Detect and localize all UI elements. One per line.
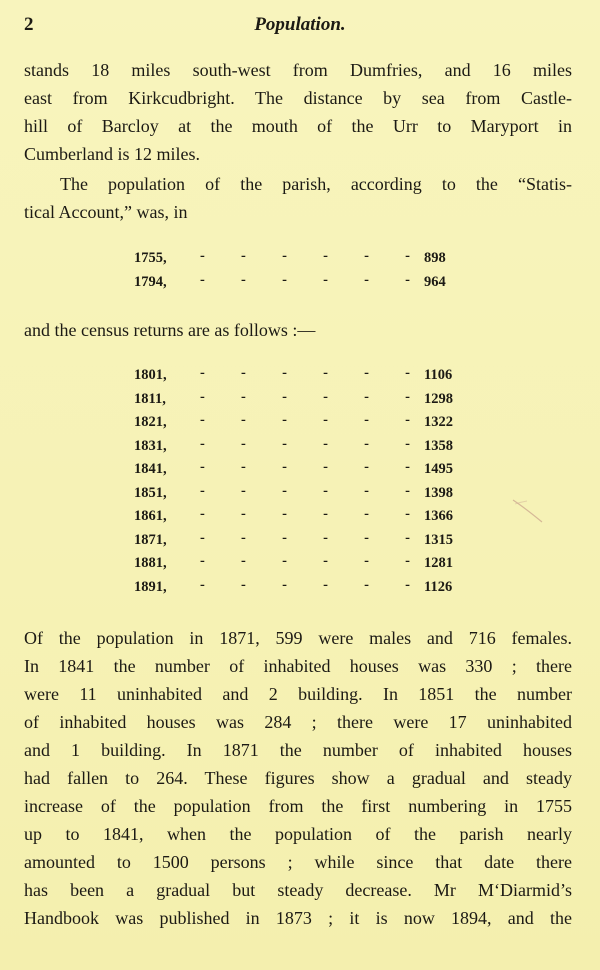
leader-dash: - xyxy=(364,435,369,452)
table-row xyxy=(134,576,474,600)
dot-leaders xyxy=(200,412,410,429)
pencil-mark-icon xyxy=(511,498,545,524)
population-cell: 1315 xyxy=(424,531,453,548)
year-cell: 1831, xyxy=(134,437,167,454)
leader-dash: - xyxy=(282,365,287,381)
population-cell: 898 xyxy=(424,250,446,266)
page-header xyxy=(24,14,576,40)
leader-dash: - xyxy=(323,529,328,546)
leader-dash: - xyxy=(323,365,328,381)
text-line: were 11 uninhabited and 2 building. In 1851 the number xyxy=(24,684,572,704)
population-cell: 1358 xyxy=(424,437,453,454)
text-line: of inhabited houses was 284 ; there were 17 uninhabited xyxy=(24,712,572,732)
paragraph-location xyxy=(24,56,572,168)
leader-dash: - xyxy=(405,248,410,264)
leader-dash: - xyxy=(241,388,246,405)
dot-leaders xyxy=(200,577,410,594)
leader-dash: - xyxy=(282,553,287,569)
leader-dash: - xyxy=(282,248,287,264)
leader-dash: - xyxy=(364,553,369,569)
leader-dash: - xyxy=(200,271,205,288)
leader-dash: - xyxy=(200,553,205,569)
text-line: and the census returns are as follows :— xyxy=(24,320,316,340)
leader-dash: - xyxy=(323,388,328,405)
year-cell: 1821, xyxy=(134,414,167,430)
table-row xyxy=(134,435,474,459)
leader-dash: - xyxy=(405,459,410,475)
leader-dash: - xyxy=(282,482,287,499)
text-line: Of the population in 1871, 599 were males and 716 females. xyxy=(24,628,572,648)
text-line: has been a gradual but steady decrease. Mr M‘Diarmid’s xyxy=(24,880,572,900)
dot-leaders xyxy=(200,506,410,523)
population-cell: 1298 xyxy=(424,390,453,407)
dot-leaders xyxy=(200,530,410,547)
paragraph-statistical-account xyxy=(24,170,572,226)
leader-dash: - xyxy=(323,482,328,499)
table-row xyxy=(134,411,474,435)
leader-dash: - xyxy=(282,576,287,593)
census-returns-table xyxy=(134,364,474,599)
dot-leaders xyxy=(200,483,410,500)
year-cell: 1851, xyxy=(134,484,167,501)
leader-dash: - xyxy=(364,459,369,475)
leader-dash: - xyxy=(405,482,410,499)
leader-dash: - xyxy=(405,365,410,381)
text-line: hill of Barcloy at the mouth of the Urr to Maryport in xyxy=(24,116,572,136)
text-line: The population of the parish, according to the “Statis- xyxy=(60,174,572,194)
leader-dash: - xyxy=(282,435,287,452)
leader-dash: - xyxy=(405,271,410,288)
leader-dash: - xyxy=(241,248,246,264)
text-line: increase of the population from the first numbering in 1755 xyxy=(24,796,572,816)
year-cell: 1811, xyxy=(134,390,166,407)
leader-dash: - xyxy=(323,271,328,288)
leader-dash: - xyxy=(200,482,205,499)
leader-dash: - xyxy=(364,388,369,405)
table-row xyxy=(134,247,474,271)
population-cell: 1398 xyxy=(424,484,453,501)
leader-dash: - xyxy=(241,482,246,499)
leader-dash: - xyxy=(364,248,369,264)
table-row xyxy=(134,271,474,295)
dot-leaders xyxy=(200,553,410,570)
leader-dash: - xyxy=(200,506,205,522)
table-row xyxy=(134,529,474,553)
leader-dash: - xyxy=(323,576,328,593)
text-line: Cumberland is 12 miles. xyxy=(24,144,200,164)
leader-dash: - xyxy=(364,412,369,428)
leader-dash: - xyxy=(241,506,246,522)
leader-dash: - xyxy=(405,412,410,428)
leader-dash: - xyxy=(282,459,287,475)
leader-dash: - xyxy=(282,271,287,288)
leader-dash: - xyxy=(405,435,410,452)
text-line: stands 18 miles south-west from Dumfries, and 16 miles xyxy=(24,60,572,80)
text-line: had fallen to 264. These figures show a gradual and steady xyxy=(24,768,572,788)
text-line: east from Kirkcudbright. The distance by sea from Castle- xyxy=(24,88,572,108)
leader-dash: - xyxy=(200,529,205,546)
leader-dash: - xyxy=(282,412,287,428)
text-line: amounted to 1500 persons ; while since that date there xyxy=(24,852,572,872)
statistical-account-table xyxy=(134,247,474,294)
leader-dash: - xyxy=(200,435,205,452)
year-cell: 1871, xyxy=(134,531,167,548)
year-cell: 1881, xyxy=(134,555,167,571)
leader-dash: - xyxy=(200,576,205,593)
population-cell: 1281 xyxy=(424,555,453,571)
population-cell: 1322 xyxy=(424,414,453,430)
population-cell: 964 xyxy=(424,273,446,290)
leader-dash: - xyxy=(405,529,410,546)
dot-leaders xyxy=(200,248,410,265)
leader-dash: - xyxy=(364,576,369,593)
year-cell: 1794, xyxy=(134,273,167,290)
paragraph-census-intro xyxy=(24,316,572,344)
table-row xyxy=(134,552,474,576)
leader-dash: - xyxy=(282,529,287,546)
text-line: and 1 building. In 1871 the number of inhabited houses xyxy=(24,740,572,760)
text-line: In 1841 the number of inhabited houses was 330 ; there xyxy=(24,656,572,676)
leader-dash: - xyxy=(241,412,246,428)
dot-leaders xyxy=(200,389,410,406)
leader-dash: - xyxy=(364,365,369,381)
leader-dash: - xyxy=(323,506,328,522)
leader-dash: - xyxy=(241,553,246,569)
leader-dash: - xyxy=(405,576,410,593)
leader-dash: - xyxy=(241,435,246,452)
text-line: up to 1841, when the population of the parish nearly xyxy=(24,824,572,844)
dot-leaders xyxy=(200,436,410,453)
population-cell: 1495 xyxy=(424,461,453,477)
year-cell: 1891, xyxy=(134,578,167,595)
page-number: 2 xyxy=(24,14,34,35)
table-row xyxy=(134,364,474,388)
paragraph-population-analysis xyxy=(24,624,572,932)
leader-dash: - xyxy=(282,388,287,405)
leader-dash: - xyxy=(200,412,205,428)
population-cell: 1126 xyxy=(424,578,453,595)
year-cell: 1861, xyxy=(134,508,167,524)
leader-dash: - xyxy=(405,506,410,522)
leader-dash: - xyxy=(241,365,246,381)
table-row xyxy=(134,505,474,529)
year-cell: 1801, xyxy=(134,367,167,383)
population-cell: 1106 xyxy=(424,367,453,383)
population-cell: 1366 xyxy=(424,508,453,524)
leader-dash: - xyxy=(200,365,205,381)
leader-dash: - xyxy=(323,435,328,452)
year-cell: 1841, xyxy=(134,461,167,477)
leader-dash: - xyxy=(241,459,246,475)
leader-dash: - xyxy=(241,271,246,288)
dot-leaders xyxy=(200,272,410,289)
leader-dash: - xyxy=(323,459,328,475)
leader-dash: - xyxy=(200,459,205,475)
leader-dash: - xyxy=(364,271,369,288)
leader-dash: - xyxy=(282,506,287,522)
table-row xyxy=(134,458,474,482)
leader-dash: - xyxy=(364,482,369,499)
dot-leaders xyxy=(200,459,410,476)
table-row xyxy=(134,482,474,506)
leader-dash: - xyxy=(323,553,328,569)
leader-dash: - xyxy=(405,388,410,405)
table-row xyxy=(134,388,474,412)
leader-dash: - xyxy=(200,388,205,405)
text-line: Handbook was published in 1873 ; it is now 1894, and the xyxy=(24,908,572,928)
dot-leaders xyxy=(200,365,410,382)
running-title: Population. xyxy=(254,14,346,35)
leader-dash: - xyxy=(200,248,205,264)
leader-dash: - xyxy=(241,529,246,546)
leader-dash: - xyxy=(323,248,328,264)
leader-dash: - xyxy=(241,576,246,593)
leader-dash: - xyxy=(364,529,369,546)
leader-dash: - xyxy=(405,553,410,569)
text-line: tical Account,” was, in xyxy=(24,202,188,222)
leader-dash: - xyxy=(364,506,369,522)
leader-dash: - xyxy=(323,412,328,428)
year-cell: 1755, xyxy=(134,250,167,266)
